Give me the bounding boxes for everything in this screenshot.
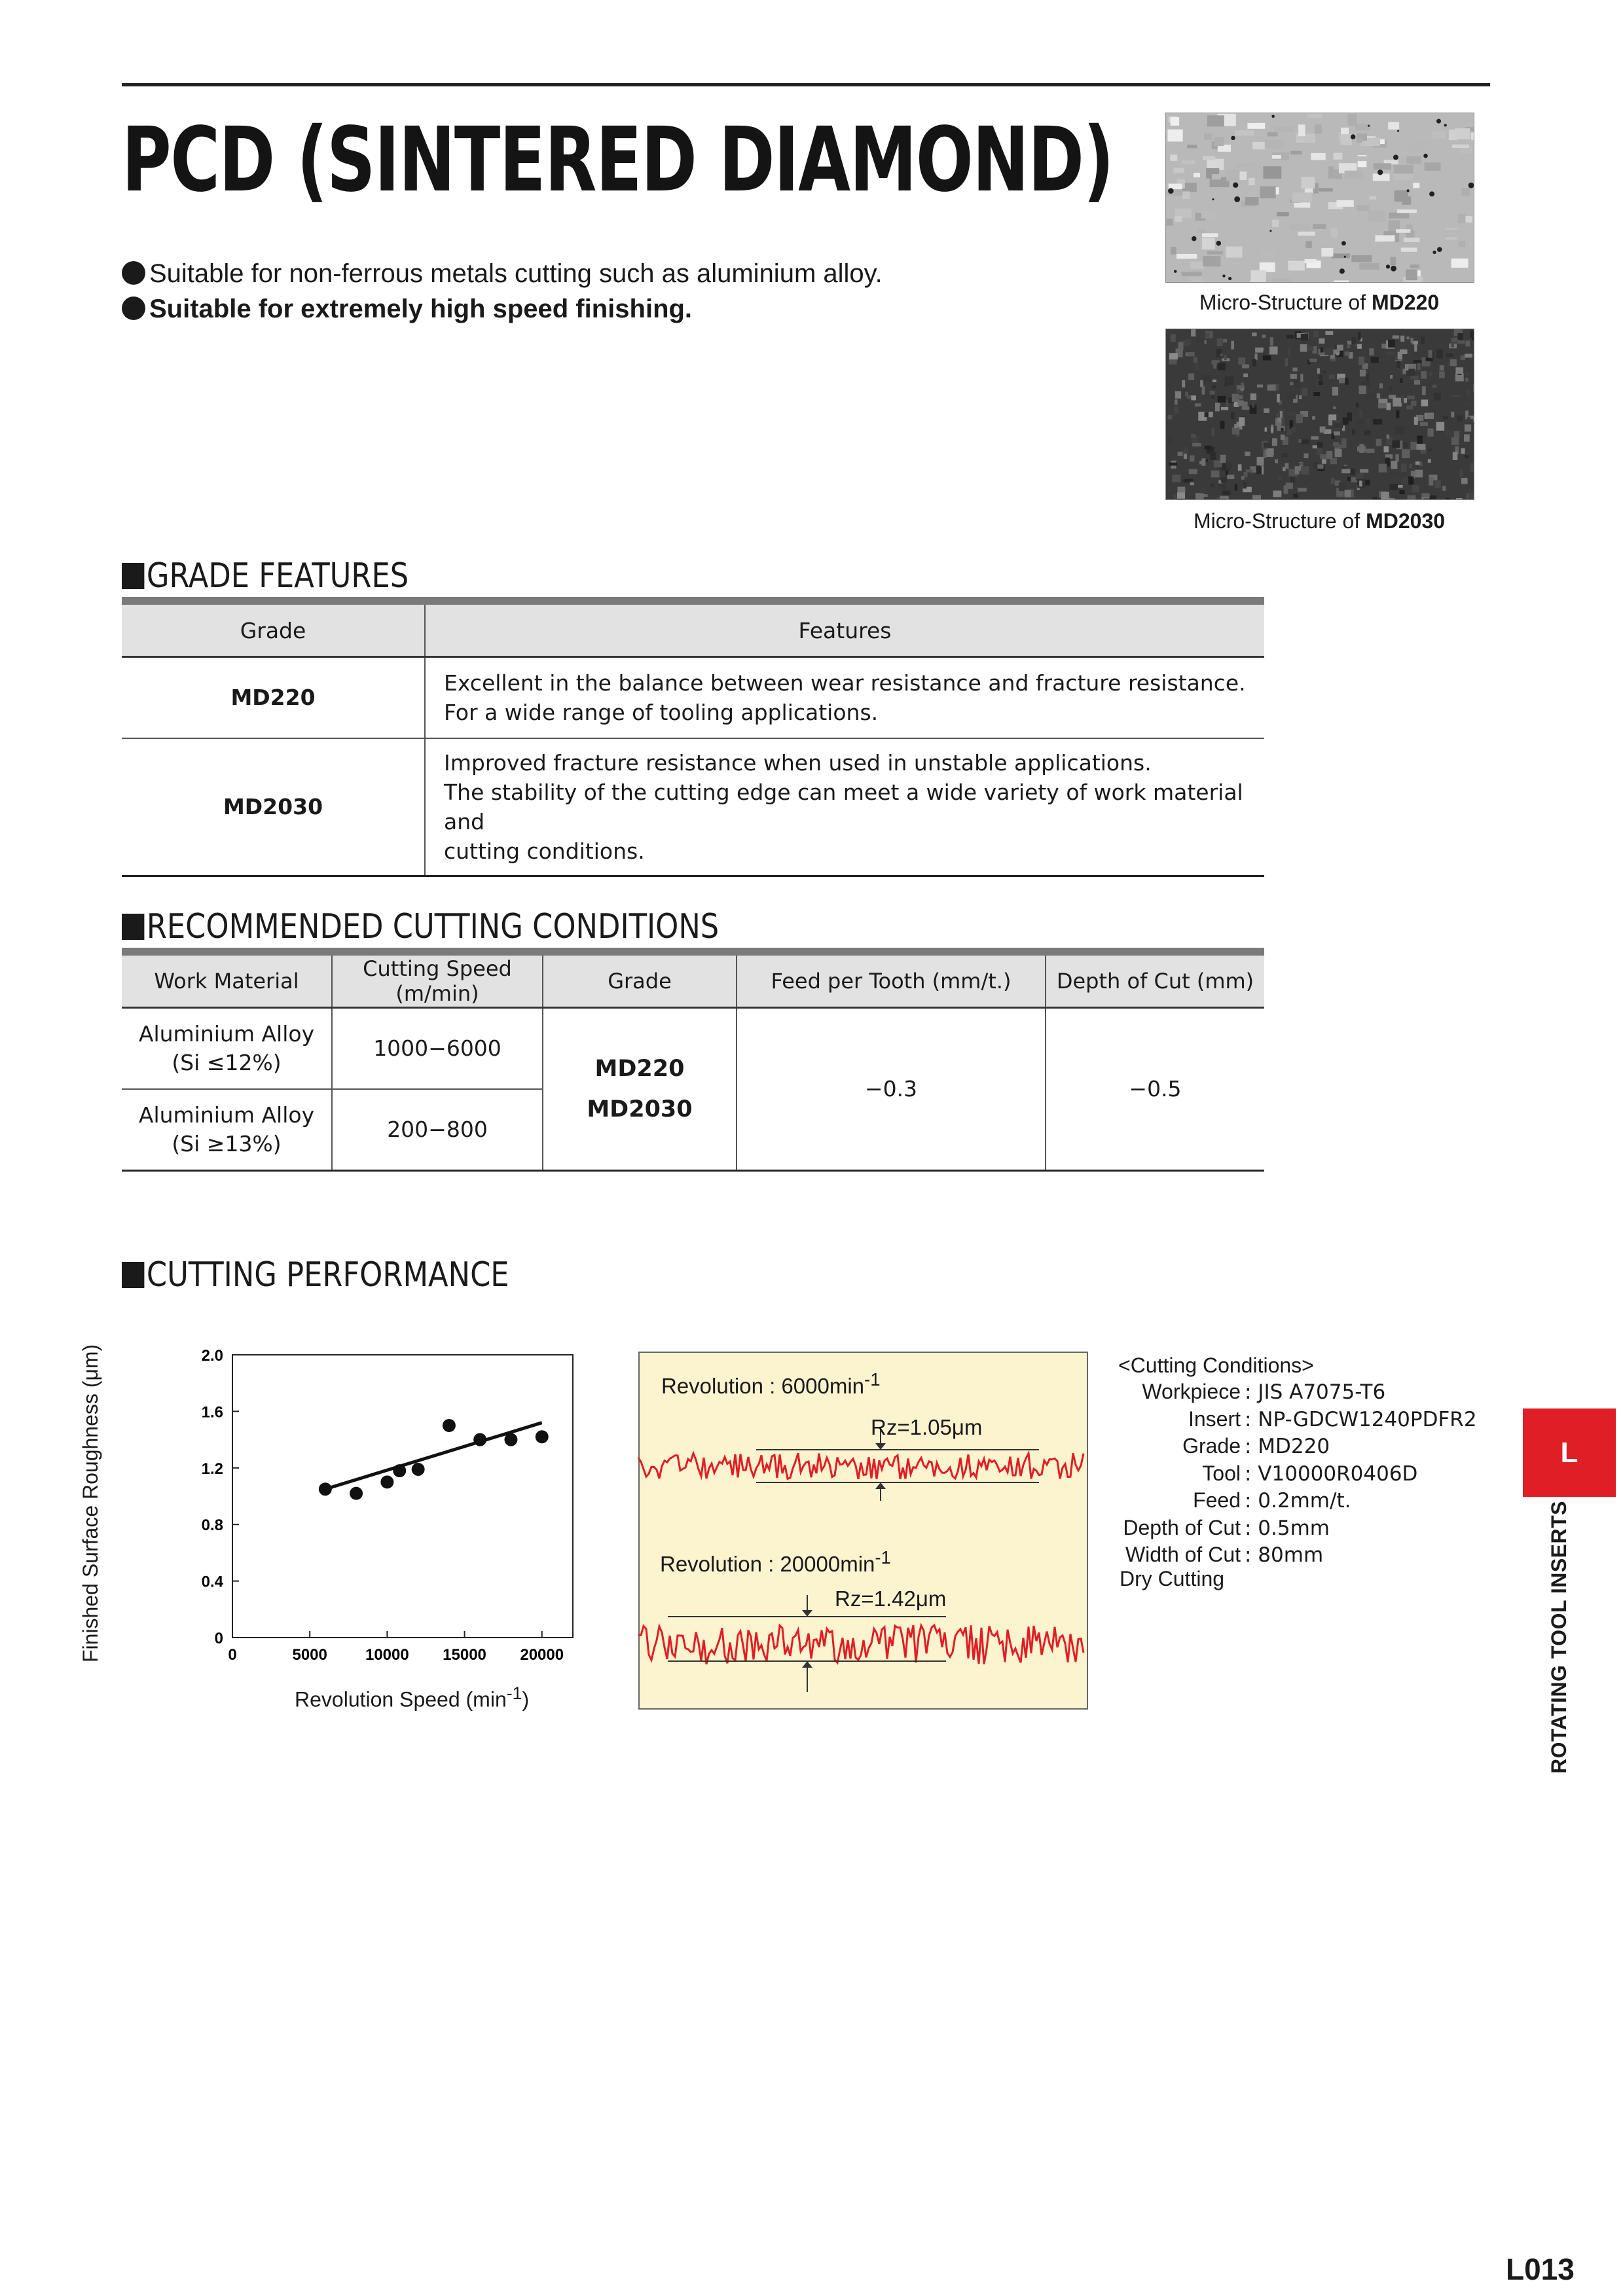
work-material-cell bbox=[122, 1089, 332, 1171]
heading-text: GRADE FEATURES bbox=[146, 556, 409, 596]
bullet-dot-icon bbox=[122, 261, 145, 285]
column-header: Work Material bbox=[122, 952, 332, 1008]
data-point bbox=[350, 1487, 363, 1500]
page-title: PCD (SINTERED DIAMOND) bbox=[122, 109, 1114, 212]
bullet-item bbox=[122, 257, 883, 291]
x-axis-label-end: ) bbox=[522, 1687, 530, 1712]
profile-label bbox=[661, 1369, 880, 1399]
data-point bbox=[412, 1463, 425, 1476]
feature-line: For a wide range of tooling applications. bbox=[444, 699, 879, 725]
material-line: (Si ≥13%) bbox=[172, 1131, 282, 1157]
condition-label: Workpiece bbox=[1142, 1380, 1241, 1403]
square-bullet-icon bbox=[122, 1262, 144, 1288]
features-cell bbox=[425, 657, 1264, 738]
arrow-up-icon bbox=[802, 1661, 812, 1668]
condition-label: Tool bbox=[1202, 1461, 1241, 1485]
caption-prefix: Micro-Structure of bbox=[1199, 291, 1372, 314]
feature-line: cutting conditions. bbox=[444, 838, 645, 864]
column-header: Feed per Tooth (mm/t.) bbox=[737, 952, 1046, 1008]
condition-label: Insert bbox=[1188, 1407, 1241, 1431]
table-row bbox=[122, 657, 1264, 738]
rz-label: Rz=1.05μm bbox=[871, 1415, 983, 1439]
cutting-speed-cell: 1000−6000 bbox=[332, 1008, 543, 1090]
square-bullet-icon bbox=[122, 563, 144, 589]
micrograph-caption bbox=[1165, 291, 1473, 315]
y-tick-label: 0 bbox=[214, 1630, 223, 1647]
arrow-up-icon bbox=[875, 1482, 886, 1489]
x-axis-label-text: Revolution Speed (min bbox=[295, 1687, 507, 1712]
profile-trace-20000 bbox=[638, 1625, 1084, 1664]
page-number: L013 bbox=[1506, 2252, 1575, 2286]
data-point bbox=[380, 1475, 393, 1488]
material-line: Aluminium Alloy bbox=[138, 1102, 315, 1128]
x-axis-label bbox=[295, 1683, 529, 1712]
condition-row bbox=[1116, 1541, 1483, 1570]
condition-row bbox=[1116, 1487, 1483, 1515]
caption-grade: MD2030 bbox=[1366, 509, 1446, 533]
section-heading-cutting-conditions bbox=[122, 907, 719, 946]
data-point bbox=[443, 1419, 456, 1432]
plot-frame bbox=[232, 1355, 573, 1638]
data-point bbox=[393, 1464, 406, 1477]
condition-row bbox=[1116, 1433, 1483, 1461]
y-tick-label: 1.6 bbox=[201, 1403, 223, 1422]
material-line: Aluminium Alloy bbox=[138, 1021, 315, 1047]
top-rule bbox=[122, 83, 1490, 86]
column-header: Depth of Cut (mm) bbox=[1046, 952, 1264, 1008]
caption-prefix: Micro-Structure of bbox=[1193, 509, 1366, 533]
caption-grade: MD220 bbox=[1372, 291, 1440, 314]
trend-line bbox=[325, 1423, 542, 1490]
grade-value: MD220 bbox=[594, 1056, 685, 1082]
condition-row bbox=[1116, 1378, 1483, 1407]
features-cell bbox=[425, 738, 1264, 876]
feature-line: Improved fracture resistance when used in unstable applications. bbox=[444, 749, 1152, 776]
cutting-conditions-table bbox=[122, 948, 1264, 1172]
column-header: Features bbox=[425, 601, 1264, 657]
x-tick-label: 0 bbox=[228, 1646, 237, 1664]
condition-value: : JIS A7075-T6 bbox=[1245, 1380, 1386, 1404]
arrow-down-icon bbox=[802, 1610, 812, 1617]
table-row bbox=[122, 1008, 1264, 1090]
section-heading-cutting-performance bbox=[122, 1255, 509, 1295]
x-tick-label: 5000 bbox=[292, 1646, 327, 1664]
grade-cell bbox=[543, 1008, 737, 1171]
profile-label bbox=[660, 1547, 891, 1577]
y-axis-label: Finished Surface Roughness (μm) bbox=[79, 1344, 102, 1662]
bullet-text: Suitable for non-ferrous metals cutting such as aluminium alloy. bbox=[149, 259, 883, 288]
grade-cell: MD220 bbox=[122, 657, 425, 738]
y-tick-label: 0.8 bbox=[201, 1516, 223, 1535]
profile-label-text: Revolution : 20000min bbox=[660, 1552, 875, 1576]
profile-label-sup: -1 bbox=[875, 1547, 891, 1568]
heading-text: RECOMMENDED CUTTING CONDITIONS bbox=[146, 907, 720, 946]
data-point bbox=[536, 1430, 549, 1443]
square-bullet-icon bbox=[122, 914, 144, 940]
bullet-dot-icon bbox=[122, 296, 145, 320]
profile-label-text: Revolution : 6000min bbox=[661, 1374, 865, 1398]
feed-cell: −0.3 bbox=[737, 1008, 1046, 1171]
profile-trace-6000 bbox=[638, 1453, 1084, 1479]
micrograph-md2030 bbox=[1165, 329, 1474, 500]
x-tick-label: 15000 bbox=[443, 1646, 486, 1664]
data-point bbox=[473, 1433, 486, 1446]
section-tab-text: ROTATING TOOL INSERTS bbox=[1547, 1500, 1571, 1774]
condition-value: : 80mm bbox=[1245, 1543, 1324, 1567]
surface-profile-traces bbox=[638, 1352, 1088, 1710]
grade-value: MD2030 bbox=[587, 1096, 693, 1122]
bullet-text: Suitable for extremely high speed finishing. bbox=[149, 295, 693, 323]
condition-label: Depth of Cut bbox=[1123, 1515, 1241, 1539]
column-header: Grade bbox=[543, 952, 737, 1008]
roughness-chart bbox=[144, 1335, 602, 1715]
condition-value: : V10000R0406D bbox=[1245, 1462, 1418, 1486]
rz-label: Rz=1.42μm bbox=[835, 1587, 947, 1611]
cutting-speed-cell: 200−800 bbox=[332, 1089, 543, 1171]
grade-features-table bbox=[122, 597, 1264, 877]
condition-row bbox=[1116, 1460, 1483, 1488]
depth-cell: −0.5 bbox=[1046, 1008, 1264, 1171]
section-tab: L bbox=[1523, 1408, 1616, 1497]
cutting-conditions-title: <Cutting Conditions> bbox=[1118, 1354, 1314, 1377]
profile-label-sup: -1 bbox=[864, 1369, 881, 1390]
material-line: (Si ≤12%) bbox=[172, 1050, 282, 1075]
x-tick-label: 20000 bbox=[520, 1646, 564, 1664]
condition-row bbox=[1116, 1406, 1483, 1434]
condition-label: Feed bbox=[1193, 1488, 1241, 1512]
table-header-row bbox=[122, 601, 1264, 657]
data-point bbox=[504, 1433, 517, 1446]
condition-value: : NP-GDCW1240PDFR2 bbox=[1245, 1407, 1477, 1431]
x-axis-label-sup: -1 bbox=[506, 1683, 522, 1703]
condition-label: Width of Cut bbox=[1125, 1543, 1241, 1566]
feature-line: The stability of the cutting edge can meet a wide variety of work material and bbox=[444, 779, 1243, 834]
y-tick-label: 1.2 bbox=[201, 1460, 223, 1478]
micrograph-caption bbox=[1165, 509, 1473, 533]
condition-value: : 0.5mm bbox=[1245, 1516, 1330, 1540]
feature-line: Excellent in the balance between wear resistance and fracture resistance. bbox=[444, 670, 1246, 696]
x-tick-label: 10000 bbox=[365, 1646, 409, 1664]
y-tick-label: 2.0 bbox=[201, 1347, 223, 1365]
column-header: Grade bbox=[122, 601, 425, 657]
dry-cutting-label: Dry Cutting bbox=[1120, 1567, 1225, 1590]
condition-value: : MD220 bbox=[1245, 1435, 1330, 1458]
table-row bbox=[122, 738, 1264, 876]
bullet-item bbox=[122, 292, 692, 326]
heading-text: CUTTING PERFORMANCE bbox=[146, 1255, 509, 1295]
section-heading-grade-features bbox=[122, 556, 409, 596]
table-header-row bbox=[122, 952, 1264, 1008]
arrow-down-icon bbox=[875, 1443, 886, 1450]
y-tick-label: 0.4 bbox=[201, 1573, 223, 1591]
data-point bbox=[319, 1482, 332, 1496]
work-material-cell bbox=[122, 1008, 332, 1090]
micrograph-md220 bbox=[1165, 113, 1474, 283]
column-header: Cutting Speed (m/min) bbox=[332, 952, 543, 1008]
grade-cell: MD2030 bbox=[122, 738, 425, 876]
condition-label: Grade bbox=[1182, 1434, 1241, 1458]
condition-row bbox=[1116, 1515, 1483, 1543]
condition-value: : 0.2mm/t. bbox=[1245, 1489, 1351, 1513]
